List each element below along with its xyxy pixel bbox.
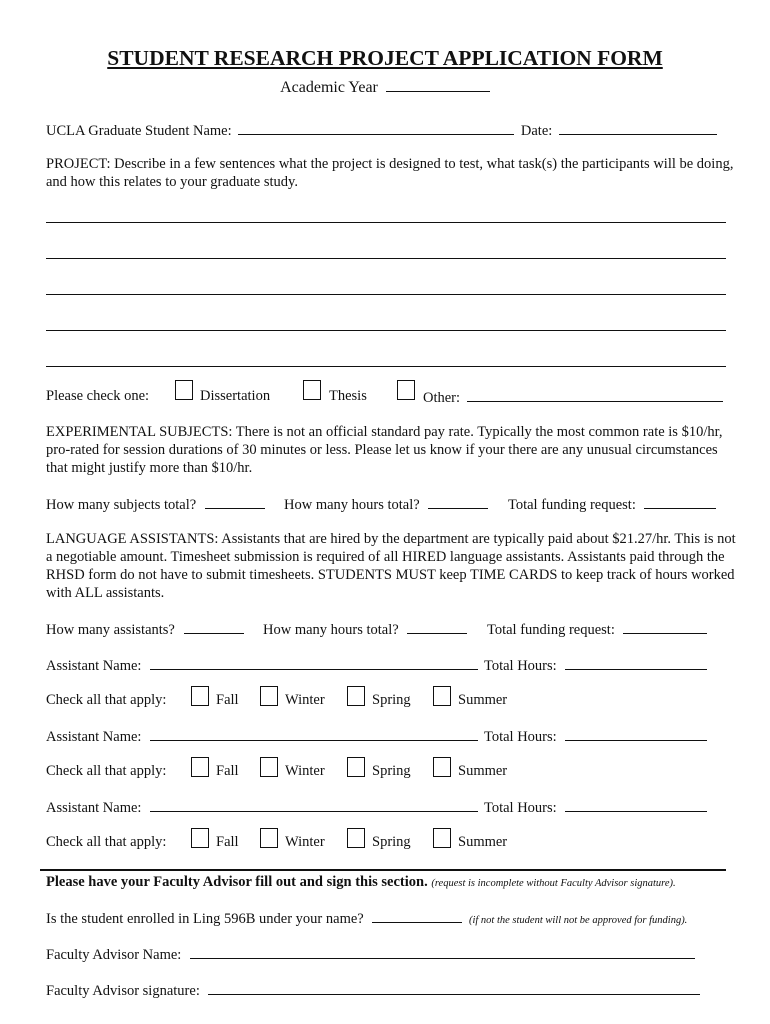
- assistant-funding-label: Total funding request:: [487, 622, 615, 638]
- summer-label: Summer: [458, 763, 508, 779]
- date-label: Date:: [520, 123, 553, 139]
- summer-checkbox[interactable]: [433, 828, 451, 848]
- subject-hours-field[interactable]: [428, 495, 488, 509]
- subjects-field[interactable]: [205, 495, 265, 509]
- dissertation-checkbox[interactable]: [175, 380, 193, 400]
- assistant-total-hours-field[interactable]: [565, 798, 707, 812]
- subject-funding-field[interactable]: [644, 495, 716, 509]
- subject-funding-row: [508, 495, 716, 514]
- assistants-field[interactable]: [184, 620, 244, 634]
- spring-checkbox[interactable]: [347, 828, 365, 848]
- assistant-name-row: [46, 798, 478, 817]
- assistant-funding-field[interactable]: [623, 620, 707, 634]
- summer-label: Summer: [458, 692, 508, 708]
- other-row: [423, 388, 723, 407]
- enrolled-note: (if not the student will not be approved for funding).: [468, 915, 688, 926]
- assistant-total-hours-label: Total Hours:: [484, 658, 557, 674]
- assistant-total-hours-row: [484, 656, 707, 675]
- other-label: Other:: [423, 390, 461, 406]
- advisor-signature-label: Faculty Advisor signature:: [46, 983, 200, 999]
- spring-checkbox[interactable]: [347, 686, 365, 706]
- project-answer-line[interactable]: [46, 258, 726, 259]
- enrolled-field[interactable]: [372, 909, 462, 923]
- academic-year-field[interactable]: [386, 78, 490, 92]
- student-name-row: [46, 121, 717, 140]
- academic-year-label: Academic Year: [280, 79, 378, 96]
- fall-label: Fall: [216, 763, 239, 779]
- check-one-label: Please check one:: [46, 388, 150, 404]
- fall-label: Fall: [216, 692, 239, 708]
- advisor-instruction-row: [46, 874, 676, 891]
- assistant-name-field[interactable]: [150, 798, 478, 812]
- spring-label: Spring: [372, 763, 411, 779]
- project-answer-line[interactable]: [46, 366, 726, 367]
- project-description: PROJECT: Describe in a few sentences what the project is designed to test, what task(s) the participants will be doing, and how this relates to your graduate study.: [46, 156, 734, 190]
- fall-checkbox[interactable]: [191, 686, 209, 706]
- fall-checkbox[interactable]: [191, 757, 209, 777]
- thesis-label: Thesis: [329, 388, 367, 404]
- project-answer-line[interactable]: [46, 330, 726, 331]
- fall-checkbox[interactable]: [191, 828, 209, 848]
- project-answer-line[interactable]: [46, 222, 726, 223]
- fall-label: Fall: [216, 834, 239, 850]
- language-assistants-text: LANGUAGE ASSISTANTS: Assistants that are hired by the department are typically paid about $21.27/hr. This is not a negotiable amount. Timesheet submission is required of all HIRED language assistants. Assistants paid through the RHSD form do not have to submit timesheets. STUDENTS MUST keep TIME CARDS to keep track of hours worked with ALL assistants.: [46, 531, 736, 601]
- dissertation-label: Dissertation: [200, 388, 271, 404]
- assistants-label: How many assistants?: [46, 622, 175, 638]
- assistant-hours-label: How many hours total?: [263, 622, 399, 638]
- summer-label: Summer: [458, 834, 508, 850]
- assistant-total-hours-label: Total Hours:: [484, 729, 557, 745]
- assistant-name-label: Assistant Name:: [46, 729, 142, 745]
- check-all-label: Check all that apply:: [46, 763, 167, 779]
- advisor-instruction: Please have your Faculty Advisor fill out and sign this section.: [46, 874, 428, 890]
- advisor-signature-row: [46, 981, 700, 1000]
- subjects-row: [46, 495, 265, 514]
- assistant-total-hours-row: [484, 798, 707, 817]
- thesis-checkbox[interactable]: [303, 380, 321, 400]
- subject-funding-label: Total funding request:: [508, 497, 636, 513]
- assistant-total-hours-field[interactable]: [565, 727, 707, 741]
- advisor-instruction-note: (request is incomplete without Faculty Advisor signature).: [431, 878, 676, 889]
- enrolled-row: [46, 909, 687, 928]
- assistant-name-field[interactable]: [150, 727, 478, 741]
- advisor-name-field[interactable]: [190, 945, 695, 959]
- advisor-name-row: [46, 945, 695, 964]
- enrolled-question: Is the student enrolled in Ling 596B under your name?: [46, 911, 364, 927]
- winter-label: Winter: [285, 692, 325, 708]
- assistant-total-hours-row: [484, 727, 707, 746]
- assistant-funding-row: [487, 620, 707, 639]
- check-all-label: Check all that apply:: [46, 834, 167, 850]
- assistant-name-field[interactable]: [150, 656, 478, 670]
- other-field[interactable]: [467, 388, 723, 402]
- summer-checkbox[interactable]: [433, 686, 451, 706]
- assistant-name-label: Assistant Name:: [46, 800, 142, 816]
- academic-year-row: [0, 78, 770, 97]
- winter-label: Winter: [285, 834, 325, 850]
- assistant-total-hours-label: Total Hours:: [484, 800, 557, 816]
- check-all-label: Check all that apply:: [46, 692, 167, 708]
- summer-checkbox[interactable]: [433, 757, 451, 777]
- assistant-name-label: Assistant Name:: [46, 658, 142, 674]
- assistant-name-row: [46, 656, 478, 675]
- section-divider: [40, 869, 726, 871]
- spring-label: Spring: [372, 692, 411, 708]
- winter-checkbox[interactable]: [260, 757, 278, 777]
- assistant-total-hours-field[interactable]: [565, 656, 707, 670]
- other-checkbox[interactable]: [397, 380, 415, 400]
- subjects-label: How many subjects total?: [46, 497, 197, 513]
- winter-checkbox[interactable]: [260, 828, 278, 848]
- assistants-row: [46, 620, 244, 639]
- subject-hours-row: [284, 495, 488, 514]
- advisor-name-label: Faculty Advisor Name:: [46, 947, 182, 963]
- subject-hours-label: How many hours total?: [284, 497, 420, 513]
- student-name-field[interactable]: [238, 121, 514, 135]
- student-name-label: UCLA Graduate Student Name:: [46, 123, 232, 139]
- assistant-hours-field[interactable]: [407, 620, 467, 634]
- winter-checkbox[interactable]: [260, 686, 278, 706]
- spring-label: Spring: [372, 834, 411, 850]
- spring-checkbox[interactable]: [347, 757, 365, 777]
- form-title: STUDENT RESEARCH PROJECT APPLICATION FORM: [107, 46, 663, 70]
- project-answer-line[interactable]: [46, 294, 726, 295]
- date-field[interactable]: [559, 121, 717, 135]
- assistant-hours-row: [263, 620, 467, 639]
- advisor-signature-field[interactable]: [208, 981, 700, 995]
- experimental-subjects-text: EXPERIMENTAL SUBJECTS: There is not an official standard pay rate. Typically the most common rate is $10/hr, pro-rated for session durations of 30 minutes or less. Please let us know if your there are any unusual circumstances that might justify more than $10/hr.: [46, 424, 723, 476]
- assistant-name-row: [46, 727, 478, 746]
- winter-label: Winter: [285, 763, 325, 779]
